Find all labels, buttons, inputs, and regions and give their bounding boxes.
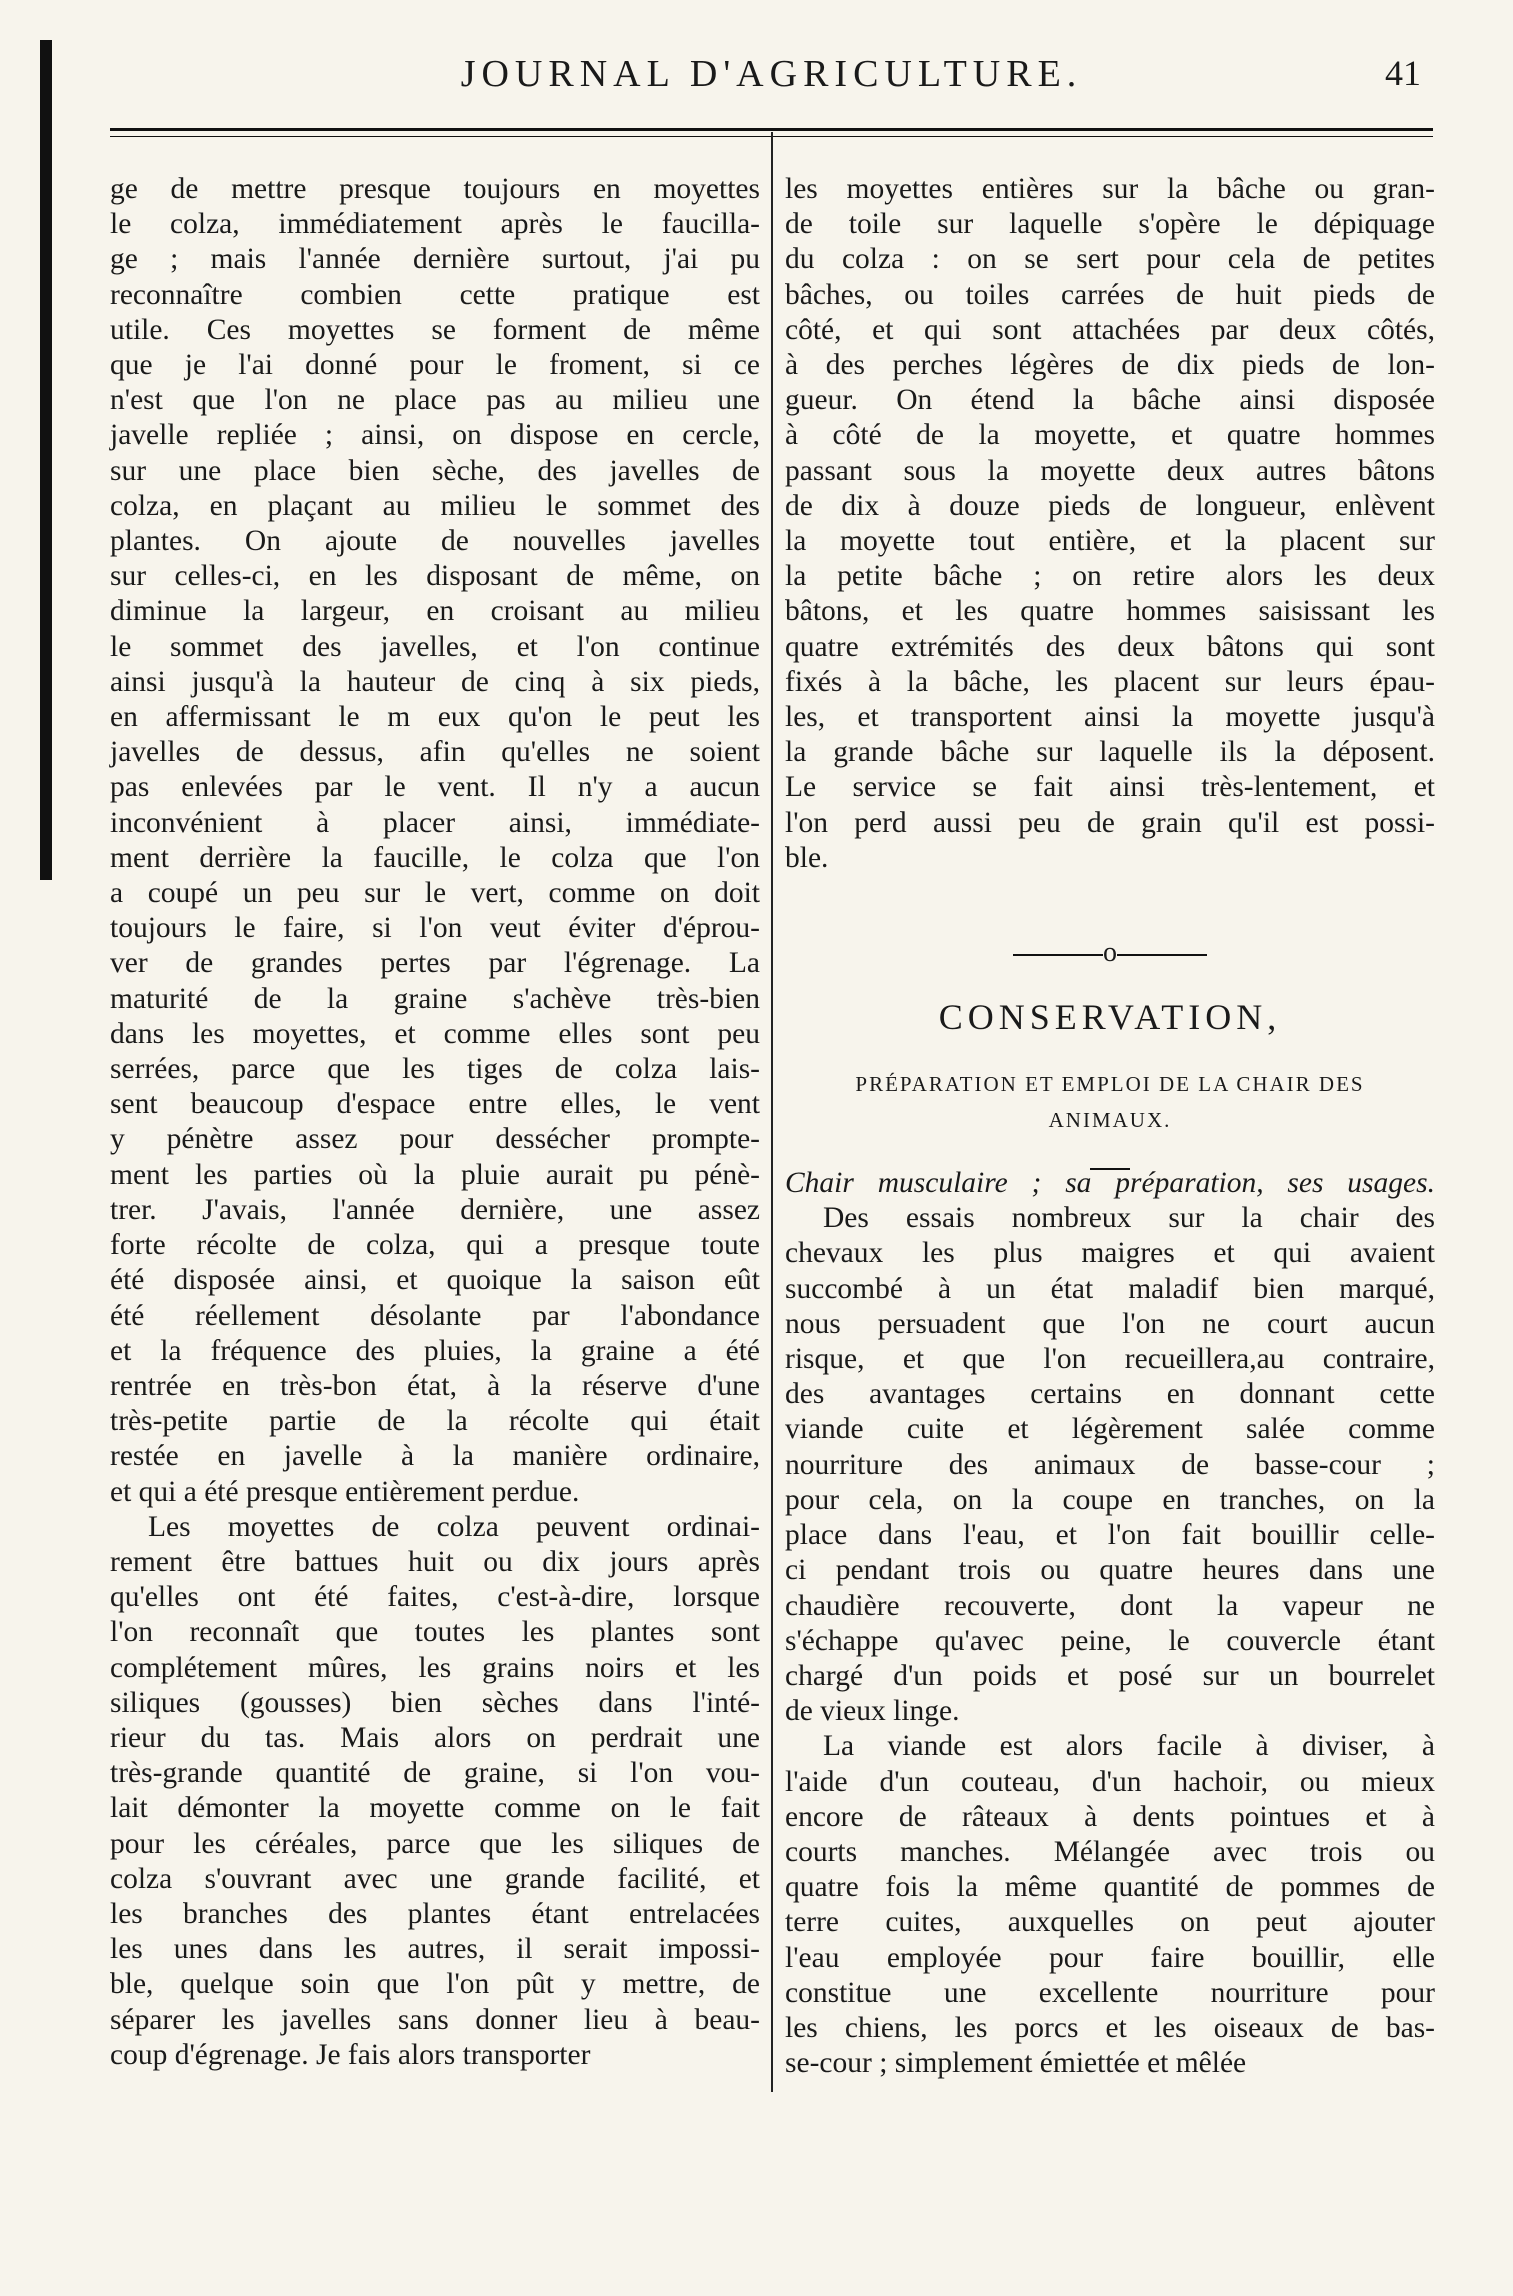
text-line: restée en javelle à la manière ordinaire,	[110, 1440, 760, 1473]
column-divider	[771, 132, 773, 2092]
text-line: se-cour ; simplement émiettée et mêlée	[785, 2047, 1247, 2080]
text-line: la grande bâche sur laquelle ils la déposent.	[785, 736, 1435, 769]
text-line: ainsi jusqu'à la hauteur de cinq à six pieds,	[110, 665, 760, 698]
text-line: Les moyettes de colza peuvent ordinai-	[148, 1510, 760, 1543]
text-line: ver de grandes pertes par l'égrenage. La	[110, 947, 760, 980]
text-line: dans les moyettes, et comme elles sont peu	[110, 1017, 760, 1050]
text-line: que je l'ai donné pour le froment, si ce	[110, 349, 760, 382]
text-line: coup d'égrenage. Je fais alors transporter	[110, 2038, 591, 2071]
text-line: séparer les javelles sans donner lieu à beau-	[110, 2003, 760, 2036]
text-line: javelles de dessus, afin qu'elles ne soient	[110, 736, 760, 769]
text-line: de toile sur laquelle s'opère le dépiquage	[785, 208, 1435, 241]
text-line: à côté de la moyette, et quatre hommes	[785, 419, 1435, 452]
right-column-text-continued	[785, 1201, 1435, 2081]
running-head	[110, 52, 1433, 102]
text-line: les moyettes entières sur la bâche ou gran-	[785, 173, 1435, 205]
text-line: forte récolte de colza, qui a presque toute	[110, 1229, 760, 1262]
left-column	[110, 172, 760, 2073]
text-line: rement être battues huit ou dix jours après	[110, 1545, 760, 1578]
text-line: pour les céréales, parce que les siliques de	[110, 1827, 760, 1860]
text-line: a coupé un peu sur le vert, comme on doit	[110, 877, 760, 910]
page-number: 41	[1385, 53, 1421, 93]
text-line: ment derrière la faucille, le colza que l'on	[110, 841, 760, 874]
text-line: y pénètre assez pour dessécher prompte-	[110, 1123, 760, 1156]
text-line: siliques (gousses) bien sèches dans l'inté-	[110, 1686, 760, 1719]
text-line: bâtons, et les quatre hommes saisissant les	[785, 595, 1435, 628]
text-line: encore de râteaux à dents pointues et à	[785, 1800, 1435, 1833]
text-line: toujours le faire, si l'on veut éviter d'éprou-	[110, 912, 760, 945]
text-line: viande cuite et légèrement salée comme	[785, 1413, 1435, 1446]
text-line: n'est que l'on ne place pas au milieu une	[110, 384, 760, 417]
text-line: colza s'ouvrant avec une grande facilité, et	[110, 1862, 760, 1895]
text-line: l'eau employée pour faire bouillir, elle	[785, 1941, 1435, 1974]
text-line: quatre extrémités des deux bâtons qui sont	[785, 630, 1435, 663]
text-line: très-grande quantité de graine, si l'on vou-	[110, 1757, 760, 1790]
journal-title: JOURNAL D'AGRICULTURE.	[460, 53, 1083, 95]
text-line: côté, et qui sont attachées par deux côtés,	[785, 313, 1435, 346]
text-line: qu'elles ont été faites, c'est-à-dire, lorsque	[110, 1581, 760, 1614]
text-line: courts manches. Mélangée avec trois ou	[785, 1835, 1435, 1868]
text-line: des avantages certains en donnant cette	[785, 1378, 1435, 1411]
text-line: constitue une excellente nourriture pour	[785, 1976, 1435, 2009]
text-line: gueur. On étend la bâche ainsi disposée	[785, 384, 1435, 417]
text-line: et qui a été presque entièrement perdue.	[110, 1475, 580, 1508]
text-line: l'on reconnaît que toutes les plantes sont	[110, 1616, 760, 1649]
text-line: sent beaucoup d'espace entre elles, le vent	[110, 1088, 760, 1121]
text-line: chevaux les plus maigres et qui avaient	[785, 1237, 1435, 1270]
text-line: place dans l'eau, et l'on fait bouillir celle-	[785, 1519, 1435, 1552]
text-line: de dix à douze pieds de longueur, enlèvent	[785, 489, 1435, 522]
right-column-text	[785, 172, 1435, 876]
text-line: l'on perd aussi peu de grain qu'il est possi-	[785, 806, 1435, 839]
text-line: sur celles-ci, en les disposant de même, on	[110, 560, 760, 593]
binding-shadow	[40, 40, 52, 880]
italic-heading: Chair musculaire ; sa préparation, ses usages.	[785, 1167, 1435, 1200]
text-line: ge de mettre presque toujours en moyettes	[110, 173, 760, 205]
text-line: complétement mûres, les grains noirs et les	[110, 1651, 760, 1684]
text-line: les unes dans les autres, il serait impossi-	[110, 1933, 760, 1966]
text-line: nourriture des animaux de basse-cour ;	[785, 1448, 1435, 1481]
text-line: les chiens, les porcs et les oiseaux de bas-	[785, 2011, 1435, 2044]
text-line: et la fréquence des pluies, la graine a été	[110, 1334, 760, 1367]
text-line: été réellement désolante par l'abondance	[110, 1299, 760, 1332]
text-line: colza, en plaçant au milieu le sommet des	[110, 489, 760, 522]
text-line: lait démonter la moyette comme on le fait	[110, 1792, 760, 1825]
text-line: sur une place bien sèche, des javelles de	[110, 454, 760, 487]
text-line: terre cuites, auxquelles on peut ajouter	[785, 1906, 1435, 1939]
text-line: serrées, parce que les tiges de colza lais-	[110, 1053, 760, 1086]
text-line: pas enlevées par le vent. Il n'y a aucun	[110, 771, 760, 804]
short-rule	[785, 1144, 1435, 1160]
text-line: rieur du tas. Mais alors on perdrait une	[110, 1721, 760, 1754]
section-title: CONSERVATION,	[938, 997, 1282, 1038]
text-line: la moyette tout entière, et la placent sur	[785, 525, 1435, 558]
text-line: plantes. On ajoute de nouvelles javelles	[110, 525, 760, 558]
text-line: à des perches légères de dix pieds de lon-	[785, 349, 1435, 382]
text-line: passant sous la moyette deux autres bâtons	[785, 454, 1435, 487]
text-line: succombé à un état maladif bien marqué,	[785, 1272, 1435, 1305]
text-line: nous persuadent que l'on ne court aucun	[785, 1307, 1435, 1340]
text-line: en affermissant le m eux qu'on le peut les	[110, 701, 760, 734]
text-line: maturité de la graine s'achève très-bien	[110, 982, 760, 1015]
text-line: très-petite partie de la récolte qui était	[110, 1405, 760, 1438]
text-line: Des essais nombreux sur la chair des	[823, 1202, 1435, 1235]
text-line: inconvénient à placer ainsi, immédiate-	[110, 806, 760, 839]
section-separator: o	[785, 938, 1435, 968]
text-line: la petite bâche ; on retire alors les deux	[785, 560, 1435, 593]
section-subtitle: PRÉPARATION ET EMPLOI DE LA CHAIR DES	[855, 1072, 1365, 1097]
text-line: s'échappe qu'avec peine, le couvercle étant	[785, 1624, 1435, 1657]
text-line: été disposée ainsi, et quoique la saison eût	[110, 1264, 760, 1297]
text-line: le sommet des javelles, et l'on continue	[110, 630, 760, 663]
text-line: les, et transportent ainsi la moyette jusqu'à	[785, 701, 1435, 734]
text-line: reconnaître combien cette pratique est	[110, 278, 760, 311]
text-line: ment les parties où la pluie aurait pu pénè-	[110, 1158, 760, 1191]
text-line: le colza, immédiatement après le faucilla-	[110, 208, 760, 241]
text-line: ci pendant trois ou quatre heures dans une	[785, 1554, 1435, 1587]
text-line: utile. Ces moyettes se forment de même	[110, 313, 760, 346]
text-line: de vieux linge.	[785, 1695, 960, 1728]
text-line: fixés à la bâche, les placent sur leurs épau-	[785, 665, 1435, 698]
text-line: ble.	[785, 841, 829, 874]
text-line: les branches des plantes étant entrelacées	[110, 1897, 760, 1930]
section-subtitle-continued: ANIMAUX.	[1048, 1108, 1172, 1133]
text-line: du colza : on se sert pour cela de petites	[785, 243, 1435, 276]
text-line: quatre fois la même quantité de pommes de	[785, 1871, 1435, 1904]
text-line: trer. J'avais, l'année dernière, une assez	[110, 1193, 760, 1226]
text-line: chargé d'un poids et posé sur un bourrelet	[785, 1659, 1435, 1692]
text-line: rentrée en très-bon état, à la réserve d'une	[110, 1369, 760, 1402]
text-line: l'aide d'un couteau, d'un hachoir, ou mieux	[785, 1765, 1435, 1798]
text-line: risque, et que l'on recueillera,au contraire,	[785, 1343, 1435, 1376]
text-line: chaudière recouverte, dont la vapeur ne	[785, 1589, 1435, 1622]
text-line: ge ; mais l'année dernière surtout, j'ai pu	[110, 243, 760, 276]
right-column	[785, 172, 1435, 2081]
text-line: ble, quelque soin que l'on pût y mettre, de	[110, 1968, 760, 2001]
text-line: Le service se fait ainsi très-lentement, et	[785, 771, 1435, 804]
text-line: pour cela, on la coupe en tranches, on la	[785, 1483, 1435, 1516]
text-line: javelle repliée ; ainsi, on dispose en cercle,	[110, 419, 760, 452]
text-line: La viande est alors facile à diviser, à	[823, 1730, 1435, 1763]
text-line: bâches, ou toiles carrées de huit pieds de	[785, 278, 1435, 311]
text-line: diminue la largeur, en croisant au milieu	[110, 595, 760, 628]
